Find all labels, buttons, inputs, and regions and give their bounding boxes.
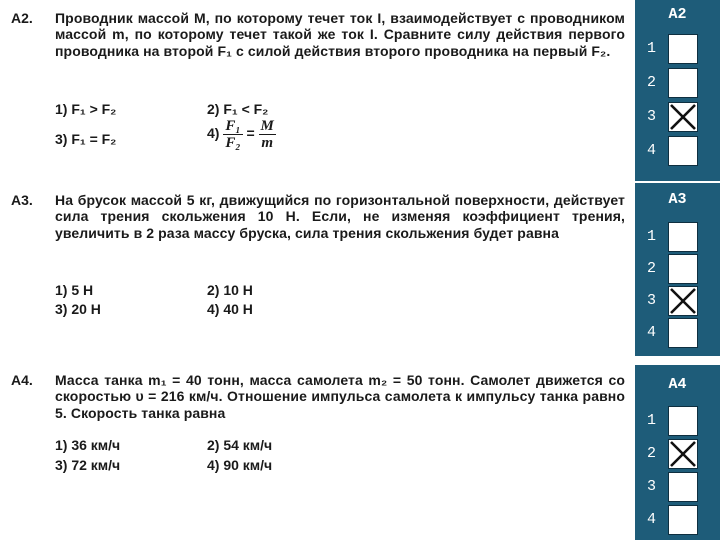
answer-checkbox[interactable] [668, 68, 698, 98]
fraction-numerator: F₁ [225, 118, 241, 134]
question-text: Проводник массой M, по которому течет ток I, взаимодействует с проводником массой m, по которому течет такой же ток I. Сравните силу действия первого проводника на второй F₁ с силой действия второго проводника на первый F₂. [55, 10, 625, 59]
answer-label: 3 [647, 108, 657, 125]
question-a2 [0, 10, 630, 170]
answer-label: 4 [647, 511, 657, 528]
answer-panel-title: А4 [668, 376, 687, 393]
answer-checkbox[interactable] [668, 406, 698, 436]
option-1: 1) 5 Н [55, 282, 94, 298]
answer-panel-a2 [635, 0, 720, 181]
answer-checkbox[interactable] [668, 254, 698, 284]
option-4: 4) 40 Н [207, 301, 253, 317]
answer-panel-a3 [635, 183, 720, 356]
answer-label: 3 [647, 292, 657, 309]
fraction-denominator: F₂ [225, 135, 241, 151]
option-2: 2) 10 Н [207, 282, 253, 298]
answer-row-1[interactable] [635, 221, 720, 253]
answer-row-1[interactable] [635, 405, 720, 437]
answer-label: 2 [647, 260, 657, 277]
answer-label: 4 [647, 142, 657, 159]
answer-label: 3 [647, 478, 657, 495]
fraction-denominator: m [261, 135, 274, 151]
answer-label: 2 [647, 74, 657, 91]
option-4 [207, 118, 276, 151]
fraction-right [259, 118, 276, 151]
answer-row-4[interactable] [635, 504, 720, 536]
equals-sign: = [246, 125, 255, 142]
answer-label: 4 [647, 324, 657, 341]
x-mark-icon [669, 440, 697, 468]
answer-checkbox[interactable] [668, 505, 698, 535]
question-number: А3. [11, 192, 33, 208]
answer-row-4[interactable] [635, 317, 720, 349]
answer-row-2[interactable] [635, 438, 720, 470]
answer-checkbox[interactable] [668, 34, 698, 64]
question-number: А2. [11, 10, 33, 26]
option-4: 4) 90 км/ч [207, 457, 273, 473]
answer-label: 1 [647, 228, 657, 245]
option-2: 2) F₁ < F₂ [207, 101, 269, 117]
x-mark-icon [669, 287, 697, 315]
option-3: 3) 20 Н [55, 301, 101, 317]
option-1: 1) F₁ > F₂ [55, 101, 117, 117]
answer-checkbox[interactable] [668, 222, 698, 252]
option-3: 3) 72 км/ч [55, 457, 121, 473]
answer-panel-a4 [635, 365, 720, 540]
answer-row-3[interactable] [635, 101, 720, 133]
answer-checkbox[interactable] [668, 286, 698, 316]
option-3: 3) F₁ = F₂ [55, 131, 117, 147]
option-4-prefix: 4) [207, 125, 220, 142]
question-text: На брусок массой 5 кг, движущийся по горизонтальной поверхности, действует сила трения скольжения 10 Н. Если, не изменяя коэффициент трения, увеличить в 2 раза массу бруска, сила трения скольжения будет равна [55, 192, 625, 241]
answer-checkbox[interactable] [668, 318, 698, 348]
answer-row-3[interactable] [635, 285, 720, 317]
option-2: 2) 54 км/ч [207, 437, 273, 453]
answer-label: 1 [647, 412, 657, 429]
answer-checkbox[interactable] [668, 136, 698, 166]
question-text: Масса танка m₁ = 40 тонн, масса самолета m₂ = 50 тонн. Самолет движется со скоростью υ = 216 км/ч. Отношение импульса самолета к импульсу танка равно 5. Скорость танка равна [55, 372, 625, 421]
answer-label: 1 [647, 40, 657, 57]
x-mark-icon [669, 103, 697, 131]
fraction-left [223, 118, 242, 151]
question-a4 [0, 372, 630, 512]
answer-row-2[interactable] [635, 67, 720, 99]
answer-checkbox[interactable] [668, 439, 698, 469]
answer-row-3[interactable] [635, 471, 720, 503]
answer-row-1[interactable] [635, 33, 720, 65]
answer-row-4[interactable] [635, 135, 720, 167]
answer-checkbox[interactable] [668, 102, 698, 132]
answer-panel-title: А2 [668, 6, 687, 23]
question-a3 [0, 192, 630, 332]
option-1: 1) 36 км/ч [55, 437, 121, 453]
answer-panel-title: А3 [668, 191, 687, 208]
question-number: А4. [11, 372, 33, 388]
fraction-numerator: M [260, 118, 274, 134]
answer-row-2[interactable] [635, 253, 720, 285]
answer-checkbox[interactable] [668, 472, 698, 502]
answer-label: 2 [647, 445, 657, 462]
